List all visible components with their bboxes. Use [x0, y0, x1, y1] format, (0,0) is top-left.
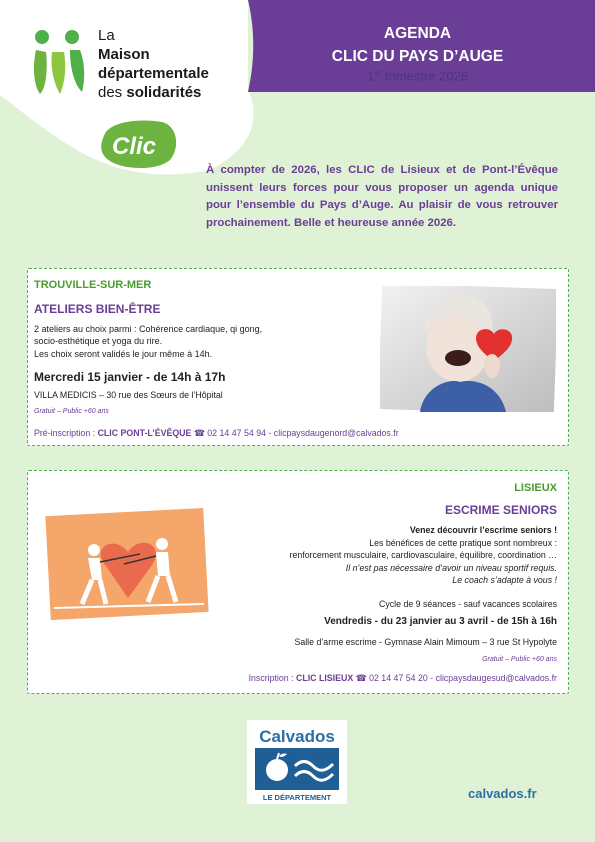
logo-line: des — [98, 84, 123, 101]
period-suffix: er — [374, 68, 382, 77]
event1-contact-org: CLIC PONT-L’ÉVÊQUE — [97, 428, 192, 438]
logo-line: La — [98, 27, 115, 44]
intro-paragraph: À compter de 2026, les CLIC de Lisieux et de Pont-l’Évêque unissent leurs forces pour vous proposer un agenda unique pour l’ensemble du Pays d’Auge. Au plaisir de vous retrouver prochainement. Belle et heureuse année 2026. — [206, 164, 558, 229]
maison-solidarites-logo-icon — [30, 28, 88, 98]
calvados-sub: LE DÉPARTEMENT — [262, 793, 332, 802]
event2-date: Vendredis - du 23 janvier au 3 avril - de 15h à 16h — [324, 616, 557, 627]
agenda-title-line1: AGENDA — [383, 25, 452, 42]
event1-desc-line: Les choix seront validés le jour même à 14h. — [34, 348, 213, 359]
period-ordinal: 1 — [366, 68, 375, 84]
event1-description — [34, 323, 334, 360]
calvados-website-link[interactable]: calvados.fr — [468, 786, 537, 801]
event2-desc-line: Le coach s’adapte à vous ! — [452, 575, 557, 586]
event2-description — [197, 524, 557, 587]
event1-desc-line: socio-esthétique et yoga du rire. — [34, 336, 163, 347]
illustration-fencers — [44, 508, 212, 620]
event2-desc-line: Il n’est pas nécessaire d’avoir un niveau sportif requis. — [345, 562, 557, 573]
event2-contact — [249, 673, 557, 684]
agenda-title-line2: CLIC DU PAYS D’AUGE — [331, 48, 504, 65]
event1-title: ATELIERS BIEN-ÊTRE — [34, 302, 161, 316]
phone-icon: ☎ — [355, 673, 367, 683]
event2-contact-details[interactable]: 02 14 47 54 20 - clicpaysdaugesud@calvados.fr — [366, 673, 557, 683]
agenda-period — [248, 68, 587, 83]
agenda-title — [248, 22, 587, 68]
event1-contact — [34, 428, 399, 439]
event1-date: Mercredi 15 janvier - de 14h à 17h — [34, 370, 226, 384]
event2-title: ESCRIME SENIORS — [444, 503, 557, 517]
logo-line: départementale — [98, 65, 209, 82]
event2-contact-org: CLIC LISIEUX — [296, 673, 354, 683]
calvados-name: Calvados — [259, 727, 335, 746]
calvados-department-logo — [247, 720, 347, 804]
logo-line: Maison — [98, 46, 150, 63]
event1-desc-line: 2 ateliers au choix parmi : Cohérence cardiaque, qi gong, — [34, 324, 263, 334]
event1-place: VILLA MEDICIS – 30 rue des Sœurs de l’Hôpital — [34, 390, 223, 400]
event2-desc-line: Les bénéfices de cette pratique sont nombreux : — [369, 537, 557, 548]
phone-icon: ☎ — [193, 428, 205, 438]
event2-note: Gratuit – Public +60 ans — [482, 656, 557, 663]
event1-city: TROUVILLE-SUR-MER — [34, 279, 152, 291]
event1-contact-details[interactable]: 02 14 47 54 94 - clicpaysdaugenord@calvados.fr — [204, 428, 399, 438]
event2-desc-line: renforcement musculaire, cardiovasculaire, équilibre, coordination … — [289, 550, 557, 561]
event1-contact-label: Pré-inscription : — [34, 428, 98, 438]
event2-desc-line: Venez découvrir l’escrime seniors ! — [409, 525, 557, 535]
event2-contact-label: Inscription : — [248, 673, 297, 683]
period-rest: trimestre 2026 — [384, 68, 469, 84]
clic-badge-text: Clic — [112, 133, 157, 160]
event2-place: Salle d’arme escrime - Gymnase Alain Mimoum – 3 rue St Hypolyte — [294, 637, 557, 647]
clic-logo-badge — [98, 118, 180, 170]
photo-woman-heart — [380, 286, 556, 412]
event2-cycle: Cycle de 9 séances - sauf vacances scolaires — [379, 599, 557, 609]
event1-note: Gratuit – Public +60 ans — [34, 408, 109, 415]
logo-line: solidarités — [126, 84, 202, 101]
event2-city: LISIEUX — [514, 482, 557, 494]
maison-solidarites-logo-text — [98, 26, 209, 102]
